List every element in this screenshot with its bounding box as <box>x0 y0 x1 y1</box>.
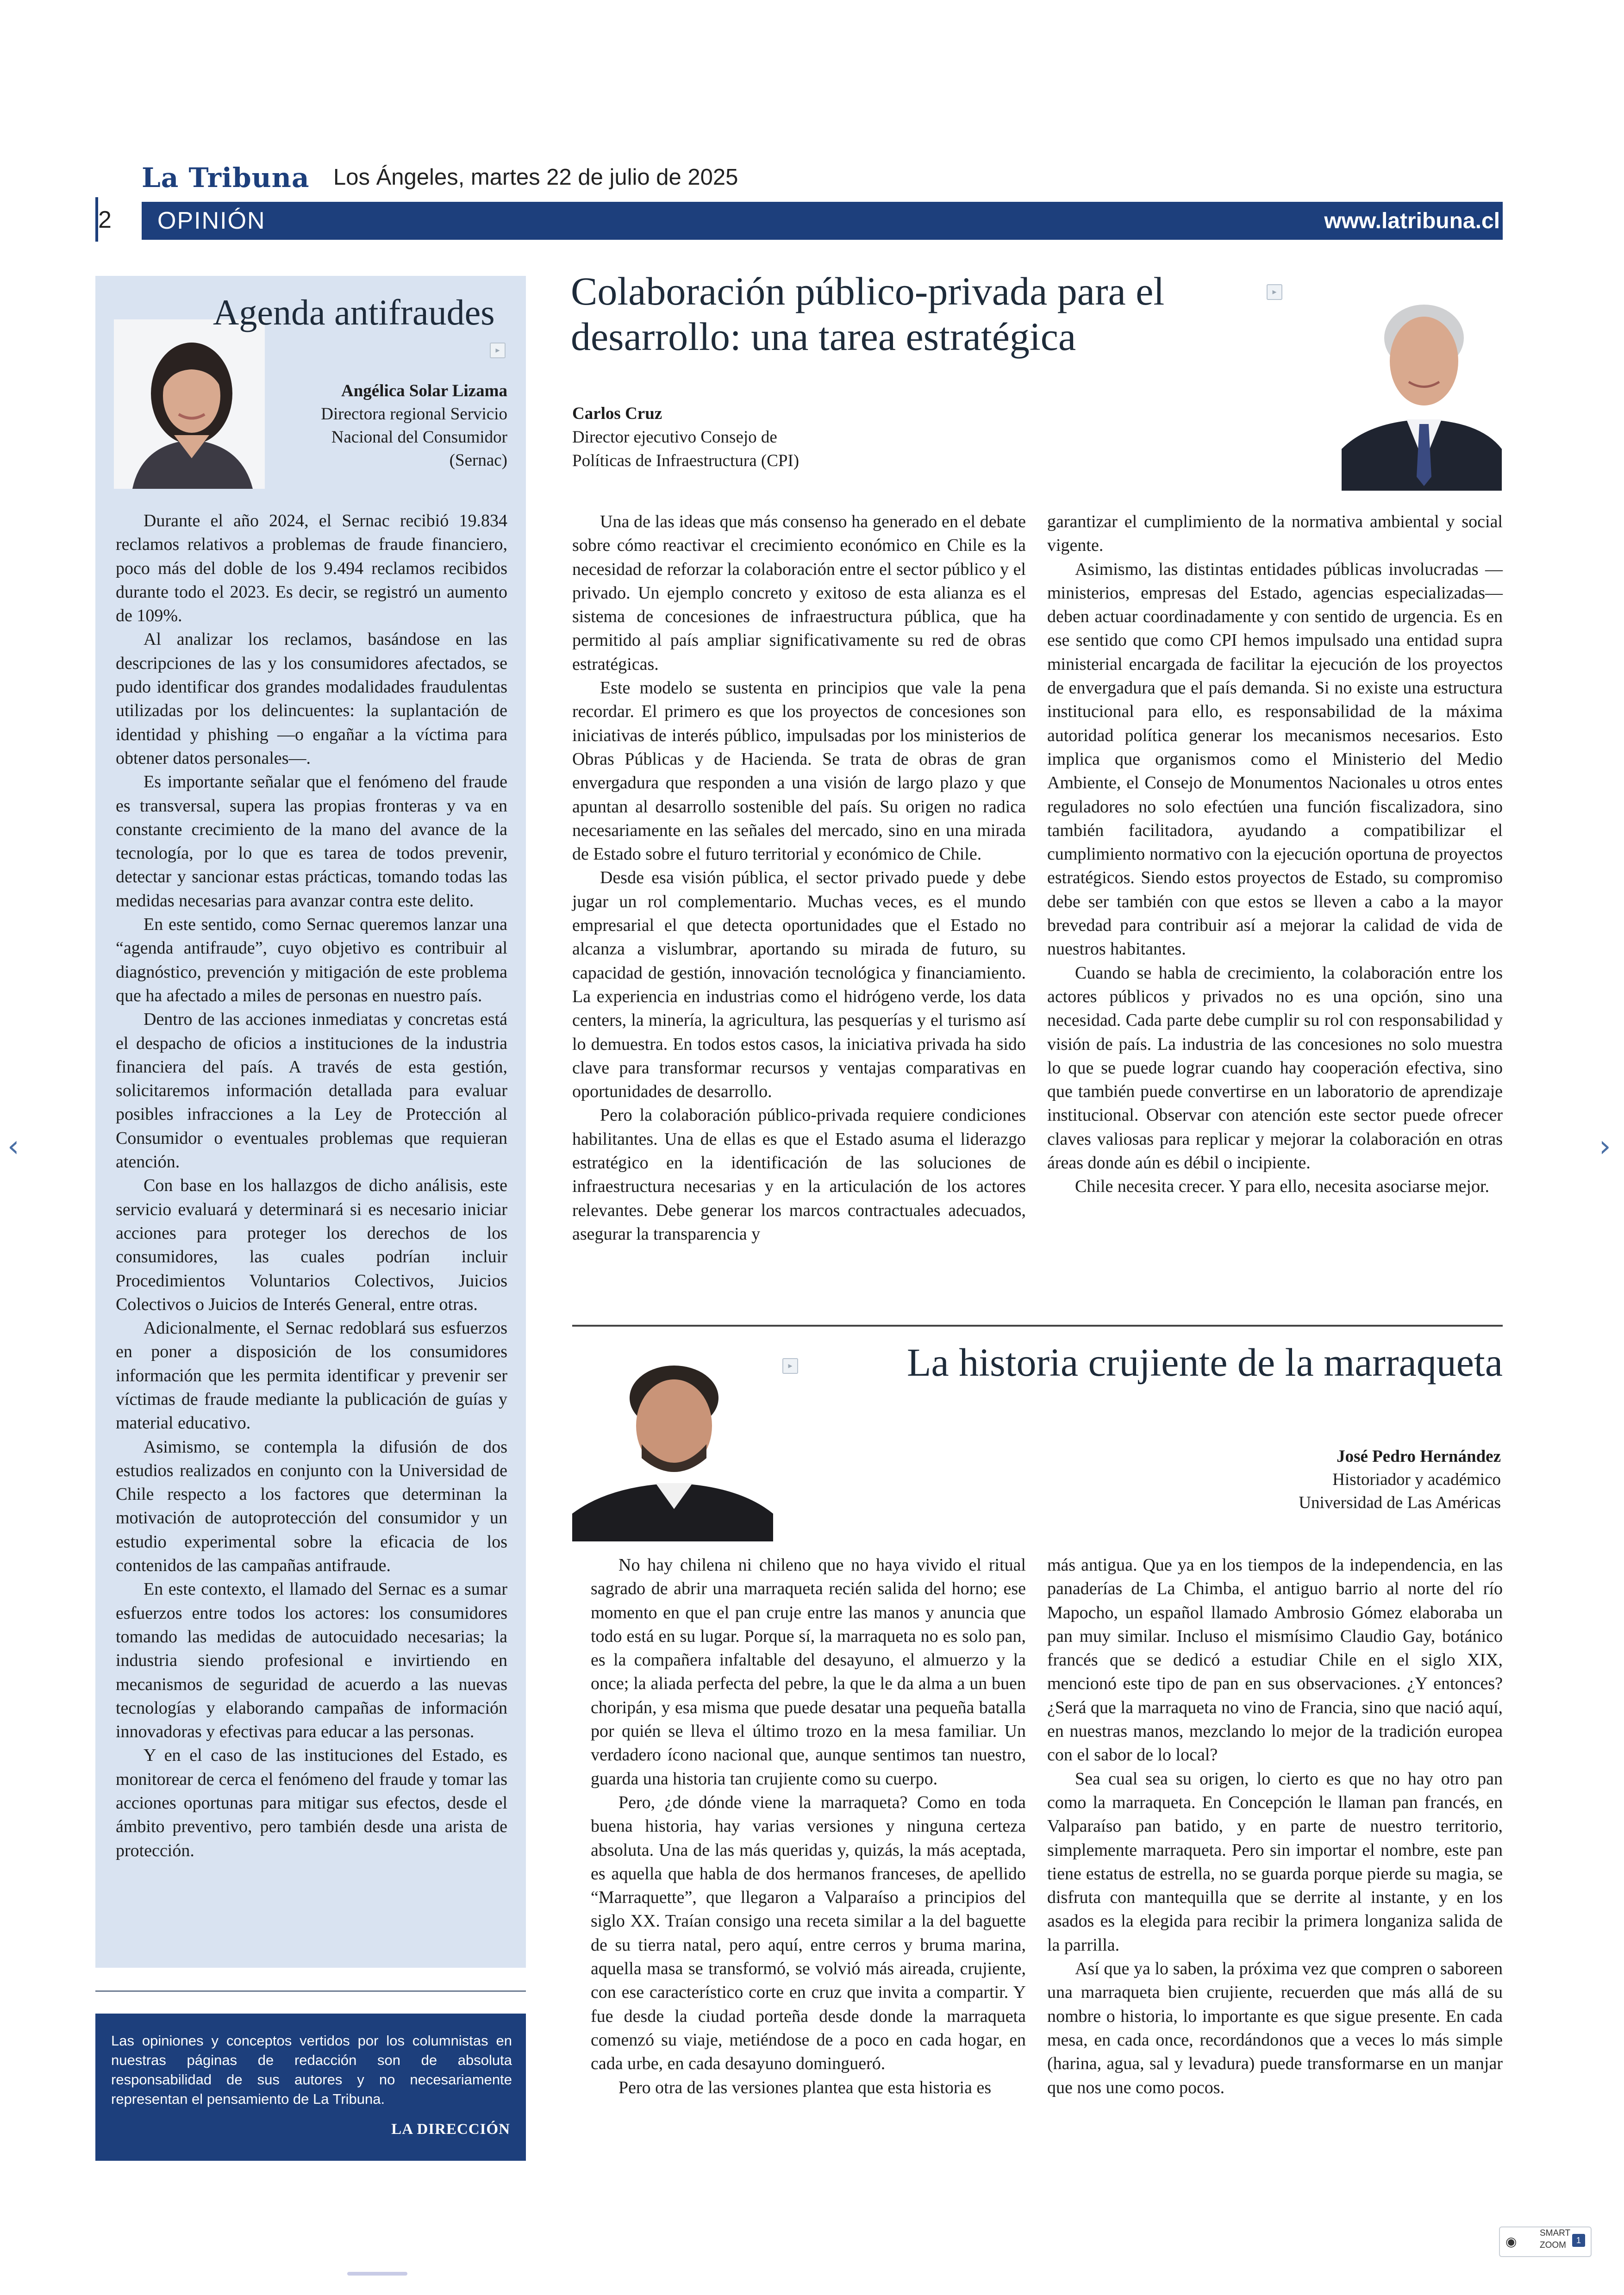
paragraph: Sea cual sea su origen, lo cierto es que no hay otro pan como la marraqueta. En Concepción le llaman pan francés, en Valparaíso pan batido, y en parte de nuestro territorio, simplemente marraqueta. Pero sin importar el nombre, este pan tiene estatus de estrella, no se guarda porque pierde su magia, se disfruta con mantequilla que se derrite al instante, y en los asados es la elegida para recibir la primera longaniza salida de la parrilla. <box>1047 1769 1503 1955</box>
author-role: Historiador y académico <box>1332 1470 1501 1489</box>
author-photo-carlos <box>1342 282 1502 491</box>
article3-body-col1 <box>591 1553 1026 2100</box>
divider <box>95 1990 526 1992</box>
smart-zoom-label-line: SMART <box>1540 2228 1571 2238</box>
paragraph: No hay chilena ni chileno que no haya vivido el ritual sagrado de abrir una marraqueta recién salida del horno; ese momento en que el pan cruje entre las manos y anuncia que todo está en su lugar. Porque sí, la marraqueta no es solo pan, es la compañera infaltable del desayuno, el almuerzo y la once; la aliada perfecta del pebre, la que le da alma a un buen choripán, y esa misma que puede desatar una pequeña batalla por quién se lleva el último trozo en la mesa familiar. Un verdadero ícono nacional que, aunque sentimos tan nuestro, guarda una historia tan crujiente como su cuerpo. <box>591 1555 1026 1789</box>
section-bar <box>142 202 1503 240</box>
play-icon[interactable]: ▸ <box>490 343 506 358</box>
article2-body-col2 <box>1047 510 1503 1199</box>
smart-zoom-label-line: ZOOM <box>1540 2240 1566 2250</box>
smart-zoom-label <box>1540 2227 1570 2251</box>
chevron-right-icon[interactable]: › <box>1599 1129 1611 1164</box>
paragraph: Asimismo, se contempla la difusión de dos estudios realizados en conjunto con la Universidad de Chile respecto a los factores que determinan la motivación de autoprotección del consumidor y un estudio experimental sobre la eficacia de los contenidos de las campañas antifraude. <box>116 1437 507 1576</box>
author-photo-angelica <box>114 319 265 489</box>
page-number: 2 <box>98 206 112 233</box>
paragraph: Con base en los hallazgos de dicho análisis, este servicio evaluará y determinará si es necesario iniciar acciones para proteger los derechos de los consumidores, las cuales podrían incluir Procedimientos Voluntarios Colectivos, Juicios Colectivos o Juicios de Interés General, entre otras. <box>116 1176 507 1314</box>
article3-byline <box>1299 1445 1501 1515</box>
article1-title: Agenda antifraudes <box>213 292 495 332</box>
paragraph: En este contexto, el llamado del Sernac es a sumar esfuerzos entre todos los actores: los consumidores tomando las medidas de autocuidado necesarias; la industria siendo profesional e invirtiendo en mecanismos de seguridad de acuerdo a las nuevas tecnologías y elaborando campañas de información innovadoras y efectivas para educar a las personas. <box>116 1579 507 1742</box>
article1-body <box>116 509 507 1863</box>
paragraph: Es importante señalar que el fenómeno del fraude es transversal, supera las propias fronteras y va en constante crecimiento de la mano del avance de la tecnología, por lo que es tarea de todos prevenir, detectar y sancionar estas prácticas, tomando todas las medidas necesarias para avanzar contra este delito. <box>116 772 507 911</box>
disclaimer-signature: LA DIRECCIÓN <box>391 2121 510 2138</box>
article3-body-col2 <box>1047 1553 1503 2100</box>
paragraph: garantizar el cumplimiento de la normativa ambiental y social vigente. <box>1047 512 1503 555</box>
newspaper-logo: La Tribuna <box>142 162 310 193</box>
article2-byline <box>572 402 799 473</box>
horizontal-scrollbar[interactable] <box>347 2272 407 2276</box>
author-name: Angélica Solar Lizama <box>341 381 507 400</box>
paragraph: Cuando se habla de crecimiento, la colaboración entre los actores públicos y privados no es una opción, sino una necesidad. Cada parte debe cumplir su rol con responsabilidad y visión de país. La industria de las concesiones no solo muestra lo que se puede lograr cuando hay cooperación efectiva, sino que también puede convertirse en un laboratorio de aprendizaje institucional. Observar con atención este sector puede ofrecer claves valiosas para replicar y mejorar la colaboración en otras áreas donde aún es débil o incipiente. <box>1047 963 1503 1173</box>
paragraph: Dentro de las acciones inmediatas y concretas está el despacho de oficios a instituciones de la industria financiera del país. A través de esta gestión, solicitaremos información detallada para evaluar posibles infracciones a la Ley de Protección al Consumidor o eventuales problemas que requieran atención. <box>116 1010 507 1172</box>
disclaimer-text: Las opiniones y conceptos vertidos por los columnistas en nuestras páginas de redacción son de absoluta responsabilidad de sus autores y no necesariamente representan el pensamiento de La Tribuna. <box>111 2033 512 2107</box>
dateline: Los Ángeles, martes 22 de julio de 2025 <box>333 165 738 190</box>
article2-body-col1 <box>572 510 1026 1246</box>
paragraph: Desde esa visión pública, el sector privado puede y debe jugar un rol complementario. Muchas veces, es el mundo empresarial el que detecta oportunidades que el Estado no alcanza a vislumbrar, aportando su mirada de futuro, su capacidad de gestión, innovación tecnológica y financiamiento. La experiencia en industrias como el hidrógeno verde, los data centers, la minería, la agricultura, las pesquerías y el turismo así lo demuestra. En todos estos casos, la iniciativa privada ha sido clave para transformar recursos y ventajas comparativas en oportunidades de desarrollo. <box>572 868 1026 1102</box>
chevron-left-icon[interactable]: ‹ <box>7 1129 19 1164</box>
eye-icon: ◉ <box>1505 2234 1517 2249</box>
paragraph: Y en el caso de las instituciones del Estado, es monitorear de cerca el fenómeno del fraude y tomar las acciones oportunas para mitigar sus efectos, desde el ámbito preventivo, pero también desde una arista de protección. <box>116 1746 507 1860</box>
article1-byline <box>321 380 507 472</box>
paragraph: Durante el año 2024, el Sernac recibió 19.834 reclamos relativos a problemas de fraude financiero, poco más del doble de los 9.494 reclamos recibidos durante todo el 2023. Es decir, se registró un aumento de 109%. <box>116 511 507 626</box>
author-role: Director ejecutivo Consejo de <box>572 428 777 447</box>
paragraph: más antigua. Que ya en los tiempos de la independencia, en las panaderías de La Chimba, el antiguo barrio al norte del río Mapocho, un español llamado Ambrosio Gómez elaboraba un pan muy similar. Incluso el mismísimo Claudio Gay, botánico francés que se dedicó a estudiar Chile en el siglo XIX, mencionó este tipo de pan en sus observaciones. ¿Y entonces? ¿Será que la marraqueta no vino de Francia, sino que nació aquí, en nuestras manos, mezclando lo mejor de la tradición europea con el sabor de lo local? <box>1047 1555 1503 1765</box>
author-role: (Sernac) <box>449 451 507 470</box>
paragraph: Asimismo, las distintas entidades públicas involucradas —ministerios, empresas del Estado, agencias especializadas— deben actuar coordinadamente y con sentido de urgencia. Es en ese sentido que como CPI hemos impulsado una entidad supra ministerial encargada de facilitar la ejecución de los proyectos de envergadura que el país demanda. Si no existe una estructura institucional para ello, es responsabilidad de la máxima autoridad política generar los mecanismos necesarios. Esto implica que organismos como el Ministerio del Medio Ambiente, el Consejo de Monumentos Nacionales u otros entes reguladores no solo efectúen una función fiscalizadora, sino también facilitadora, ayudando a compatibilizar el cumplimiento normativo con la ejecución oportuna de proyectos estratégicos. Siendo estos proyectos de Estado, su compromiso debe ser también con que estos se lleven a cabo a la mayor brevedad para contribuir así a mejorar la calidad de vida de nuestros habitantes. <box>1047 559 1503 959</box>
paragraph: Pero la colaboración público-privada requiere condiciones habilitantes. Una de ellas es que el Estado asuma el liderazgo estratégico en la identificación de las soluciones de infraestructura necesarias y en la articulación de los actores relevantes. Debe generar los marcos contractuales adecuados, asegurar la transparencia y <box>572 1105 1026 1244</box>
paragraph: Pero otra de las versiones plantea que esta historia es <box>618 2077 992 2097</box>
paragraph: Una de las ideas que más consenso ha generado en el debate sobre cómo reactivar el crecimiento económico en Chile es la necesidad de reforzar la colaboración entre el sector público y el privado. Un ejemplo concreto y exitoso de esta alianza es el sistema de concesiones de infraestructura pública, que ha permitido al país ampliar significativamente su red de obras estratégicas. <box>572 512 1026 674</box>
author-role: Nacional del Consumidor <box>331 428 507 447</box>
paragraph: En este sentido, como Sernac queremos lanzar una “agenda antifraude”, cuyo objetivo es contribuir al diagnóstico, prevención y mitigación de este problema que ha afectado a miles de personas en nuestro país. <box>116 915 507 1005</box>
smart-zoom-badge: 1 <box>1572 2234 1585 2247</box>
author-role: Directora regional Servicio <box>321 405 507 424</box>
play-icon[interactable]: ▸ <box>1267 284 1282 300</box>
author-role: Políticas de Infraestructura (CPI) <box>572 451 800 470</box>
paragraph: Chile necesita crecer. Y para ello, necesita asociarse mejor. <box>1075 1177 1490 1197</box>
author-name: José Pedro Hernández <box>1337 1447 1501 1466</box>
website-url[interactable]: www.latribuna.cl <box>1324 209 1500 233</box>
play-icon[interactable]: ▸ <box>782 1358 798 1374</box>
paragraph: Al analizar los reclamos, basándose en las descripciones de las y los consumidores afectados, se pudo identificar dos grandes modalidades fraudulentas utilizadas por los delincuentes: la suplantación de identidad y phishing —o engañar a la víctima para obtener datos personales—. <box>116 630 507 768</box>
author-name: Carlos Cruz <box>572 404 662 423</box>
author-photo-jose-pedro <box>572 1342 773 1541</box>
section-label: OPINIÓN <box>157 207 266 234</box>
article-divider <box>572 1325 1503 1327</box>
paragraph: Pero, ¿de dónde viene la marraqueta? Como en toda buena historia, hay varias versiones y ninguna certeza absoluta. Una de las más queridas y, quizás, la más aceptada, es aquella que habla de dos hermanos franceses, de apellido “Marraquette”, que llegaron a Valparaíso a principios del siglo XX. Traían consigo una receta similar a la del baguette de su tierra natal, pero aquí, entre cerros y bruma marina, aquella masa se transformó, se volvió más aireada, crujiente, con ese característico corte en cruz que invita a compartir. Y fue desde la ciudad porteña desde donde la marraqueta comenzó su viaje, metiéndose de a poco en cada hogar, en cada urbe, en cada desayuno domingueró. <box>591 1792 1026 2074</box>
paragraph: Adicionalmente, el Sernac redoblará sus esfuerzos en poner a disposición de los consumidores información que les permita identificar y prevenir ser víctimas de fraude mediante la publicación de guías y material educativo. <box>116 1318 507 1433</box>
paragraph: Este modelo se sustenta en principios que vale la pena recordar. El primero es que los proyectos de concesiones son iniciativas de interés público, impulsadas por los ministerios de Obras Públicas y de Hacienda. Se trata de obras de gran envergadura que responden a una visión de largo plazo y que apuntan al desarrollo sostenible del país. Su origen no radica necesariamente en las señales del mercado, sino en una mirada de Estado sobre el futuro territorial y económico de Chile. <box>572 678 1026 864</box>
author-role: Universidad de Las Américas <box>1299 1493 1501 1512</box>
article3-title: La historia crujiente de la marraqueta <box>907 1340 1503 1384</box>
paragraph: Así que ya lo saben, la próxima vez que compren o saboreen una marraqueta bien crujiente, recuerden que más allá de su nombre o historia, lo importante es que sigue presente. En cada mesa, en cada once, recordándonos que a veces lo más simple (harina, agua, sal y levadura) puede transformarse en un manjar que nos une como pocos. <box>1047 1959 1503 2097</box>
article2-title: Colaboración público-privada para el desarrollo: una tarea estratégica <box>571 269 1165 359</box>
